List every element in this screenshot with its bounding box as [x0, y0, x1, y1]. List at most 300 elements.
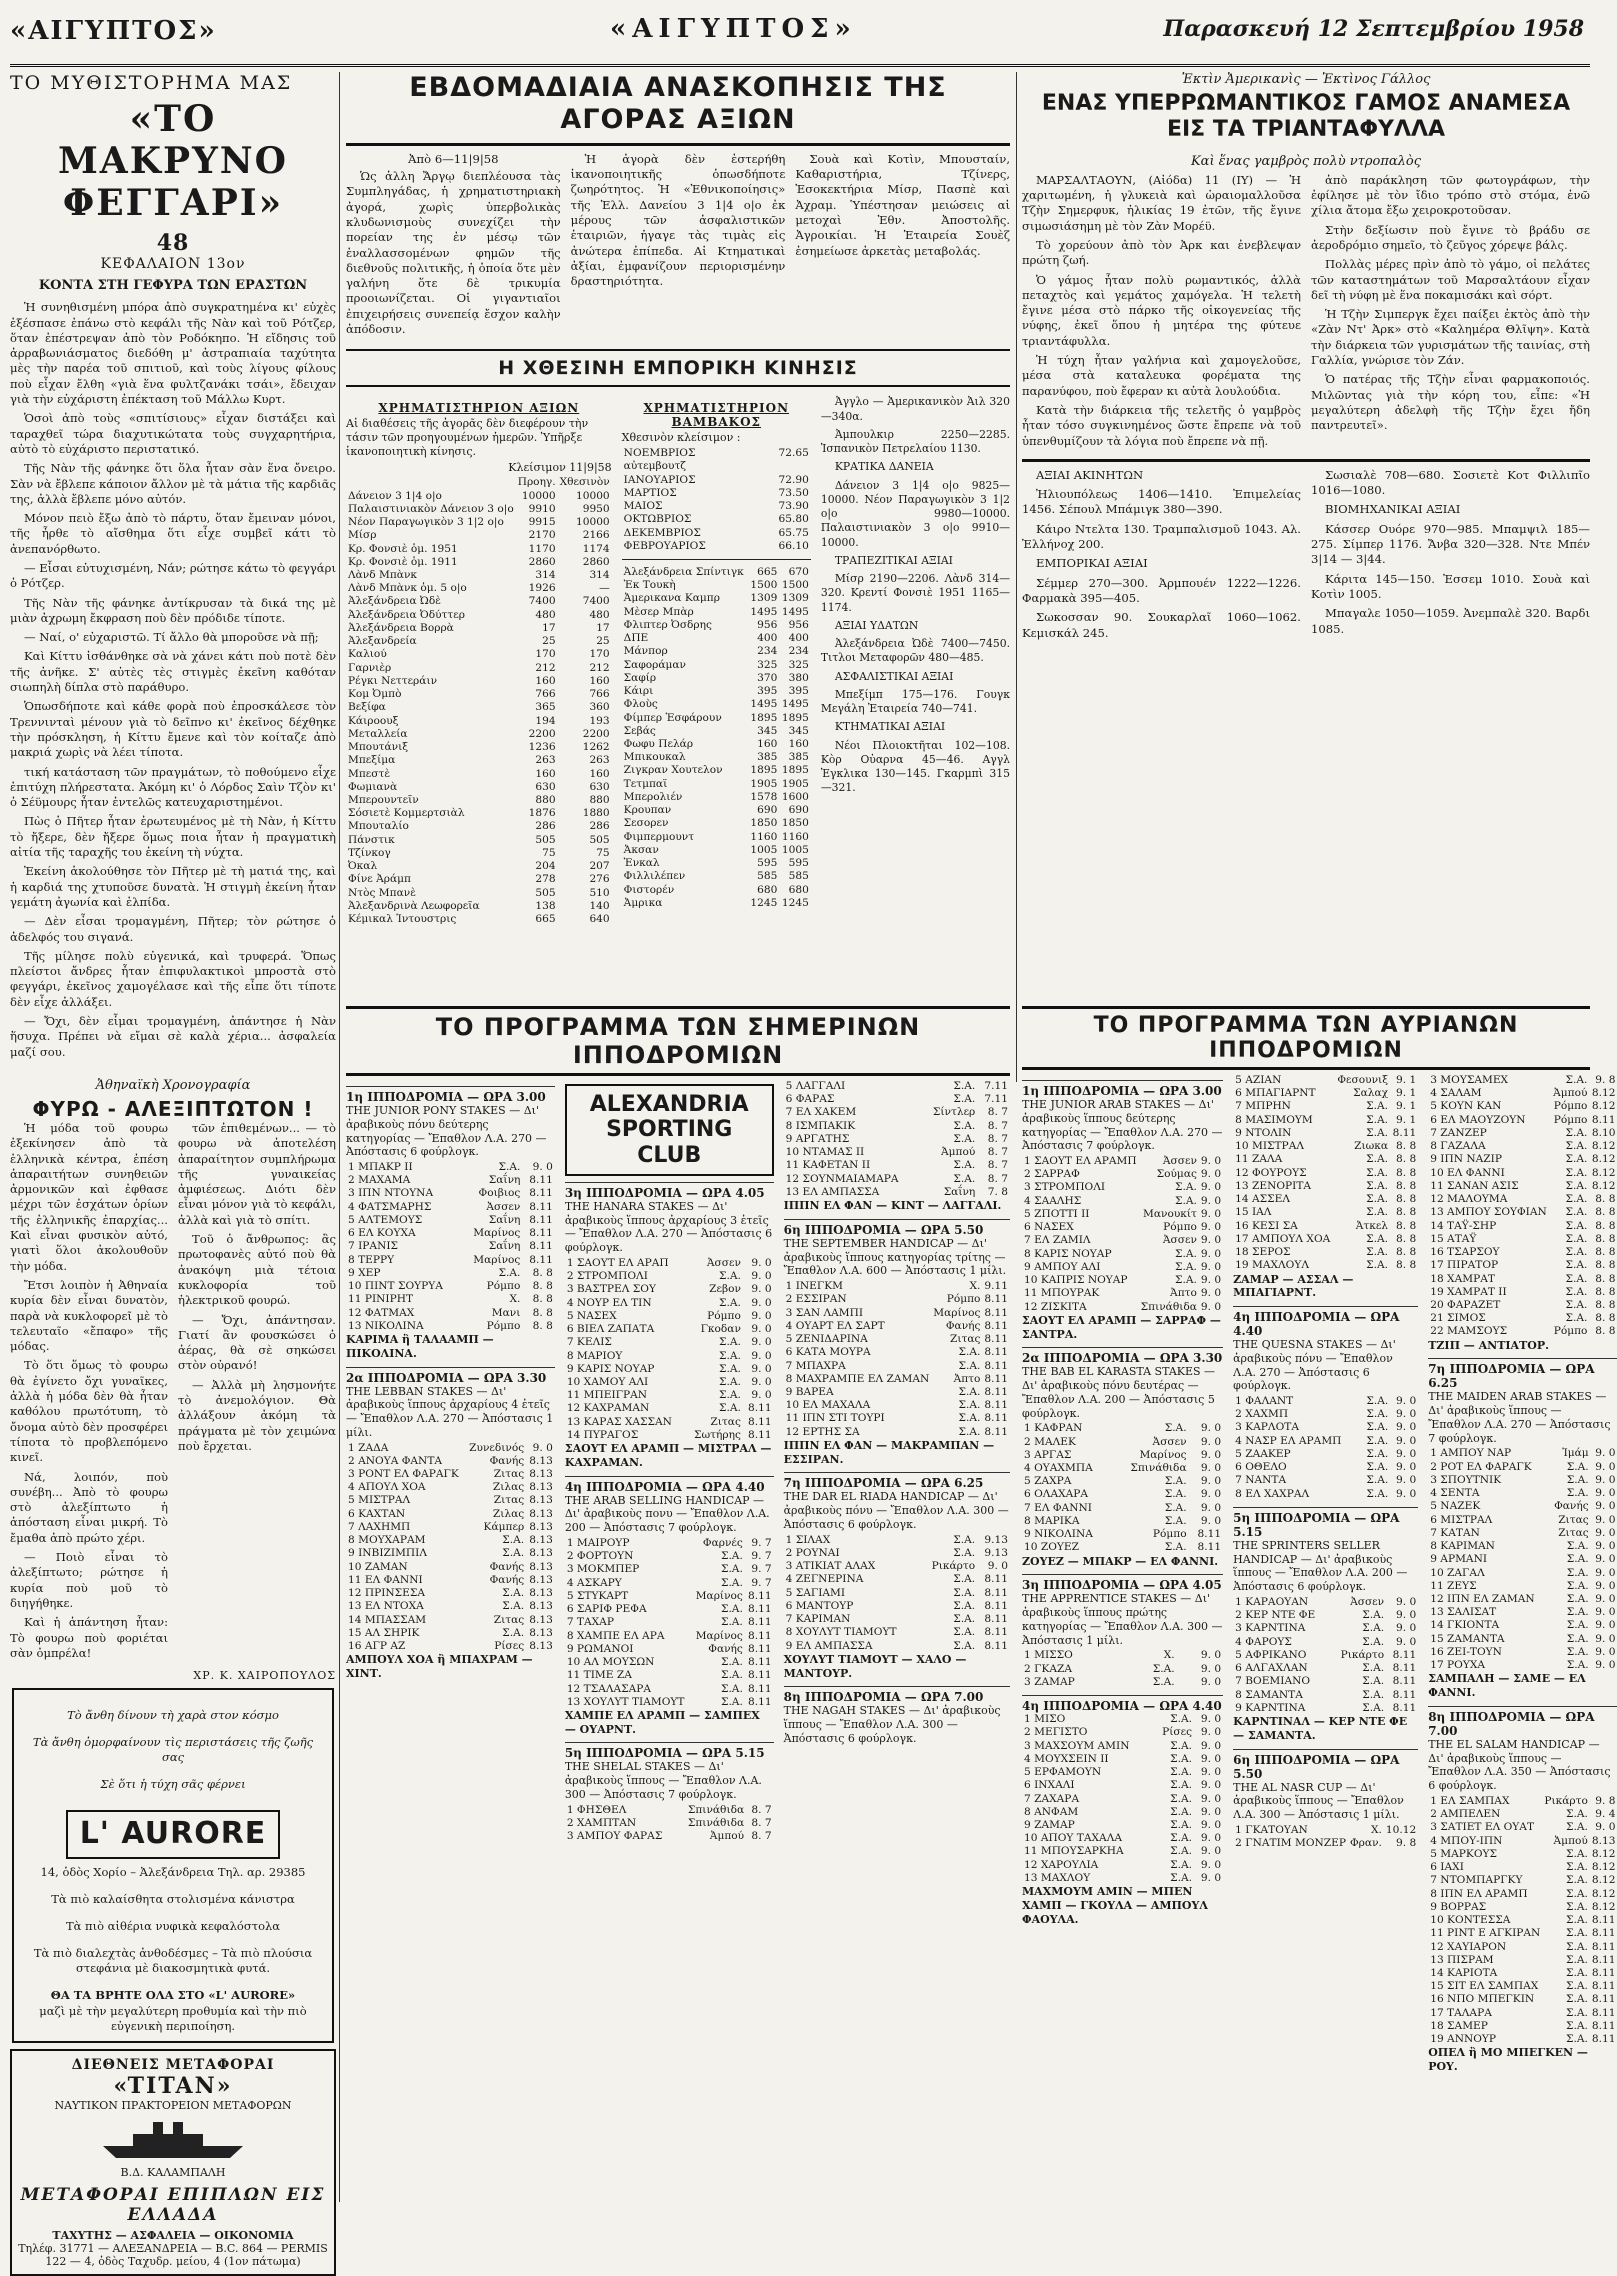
today-races-col-3 [784, 1080, 1010, 1843]
horse-cell: 11 ΣΑΝΑΝ ΑΣΙΣ [1430, 1179, 1519, 1192]
horse-cell: Σ.Α. [719, 1349, 741, 1362]
race-heading: 4η ΙΠΠΟΔΡΟΜΙΑ — ΩΡΑ 4.40 [1022, 1695, 1223, 1713]
horse-row [1233, 1246, 1418, 1259]
race-prediction: ΟΠΕΛ ἢ ΜΟ ΜΠΕΓΚΕΝ — ΡΟΥ. [1428, 2046, 1588, 2074]
race-entry [1233, 1306, 1418, 1501]
horse-row [1428, 1848, 1617, 1861]
horse-cell: 15 ΣΙΤ ΕΛ ΣΑΜΠΑΧ [1430, 1980, 1539, 1993]
aurore-line: Τὰ ἄνθη ὀμορφαίνουν τὶς περιστάσεις τῆς ζωῆς σας [32, 1734, 314, 1765]
horse-cell: 3 ΑΡΓΑΣ [1024, 1448, 1072, 1461]
table-row [346, 781, 612, 794]
horse-cell: 8 ΧΟΥΛΥΤ ΤΙΑΜΟΥΤ [785, 1626, 897, 1639]
horse-cell: Σ.Α. [1565, 1166, 1588, 1179]
horse-cell: 3 ΑΜΠΟΥ ΦΑΡΑΣ [566, 1830, 663, 1843]
table-cell: 25 [596, 635, 610, 648]
horse-row [784, 1320, 1010, 1333]
horse-cell: 9. 0 [1200, 1300, 1222, 1313]
horse-cell: 19 ΜΑΧΛΟΥΛ [1235, 1259, 1309, 1272]
horse-cell: 8.11 [1591, 1113, 1616, 1126]
novel-kicker: ΤΟ ΜΥΘΙΣΤΟΡΗΜΑ ΜΑΣ [10, 72, 293, 94]
table-cell: 17 [596, 621, 610, 634]
horse-row [784, 1426, 1010, 1439]
horse-cell: 7 ΙΡΑΝΙΣ [348, 1240, 399, 1253]
horse-cell: 5 ΖΕΝΙΔΑΡΙΝΑ [785, 1333, 868, 1346]
horse-cell: 8.11 [984, 1626, 1009, 1639]
horse-cell: 3 ΖΑΜΑΡ [1024, 1675, 1075, 1688]
novel-subtitle: ΚΟΝΤΑ ΣΤΗ ΓΕΦΥΡΑ ΤΩΝ ΕΡΑΣΤΩΝ [38, 278, 308, 293]
horse-cell: 8.11 [984, 1639, 1009, 1652]
horse-row [784, 1106, 1010, 1119]
horse-cell: 8 ΚΑΡΙΜΑΝ [1430, 1540, 1495, 1553]
race-table [565, 1804, 774, 1844]
horse-cell: Ρικάρτο [931, 1560, 976, 1573]
table-cell: 680 [757, 883, 778, 896]
market-period: Ἀπὸ 6—11|9|58 [408, 151, 499, 166]
horse-row [565, 1363, 774, 1376]
horse-cell: Σωτήρης [694, 1428, 741, 1441]
novel-paragraph: Πὼς ὁ Πῆτερ ἦταν ἐρωτευμένος μὲ τὴ Νὰν, ἡ Κίττυ τὸ ἤξερε, δὲν ἤξερε ὅμως ποια ἦταν ἡ πραγματικὴ αἰτία τῆς ταραχῆς του ἐκείνη τὴ νύχτα. [10, 814, 336, 860]
race-table [1022, 1713, 1223, 1885]
horse-cell: 5 ΜΑΡΚΟΥΣ [1430, 1847, 1498, 1860]
race-description: THE AL NASR CUP — Δι' ἀραβικοὺς ἵππους — Ἔπαθλον Λ.Α. 300 — Ἀπόστασις 1 μίλι. [1233, 1780, 1404, 1821]
horse-row [1022, 1287, 1223, 1300]
table-cell: 1005 [750, 843, 778, 856]
horse-cell: 9. 0 [1595, 1513, 1616, 1526]
horse-row [346, 1614, 555, 1627]
race-description: THE ARAB SELLING HANDICAP — Δι' ἀραβικοὺς πονυ — Ἔπαθλον Λ.Α. 200 — Ἀπόστασις 7 φούρλογκ. [564, 1493, 770, 1535]
horse-row [1428, 1927, 1617, 1940]
horse-cell: 9. 0 [1595, 1566, 1616, 1579]
horse-cell: Σ.Α. [953, 1172, 976, 1185]
table-row [622, 619, 811, 632]
horse-cell: 9. 0 [987, 1560, 1009, 1573]
horse-cell: 11 ΜΠΟΥΣΑΡΚΗΑ [1024, 1845, 1124, 1858]
horse-cell: 10 ΚΑΠΡΙΣ ΝΟΥΑΡ [1024, 1274, 1128, 1287]
stock-listing: Ἀμπουλκιρ 2250—2285. Ἱσπανικὸν Πετρελαίου 1130. [820, 427, 1011, 456]
horse-row [1022, 1832, 1223, 1845]
horse-cell: Σ.Α. [1366, 1153, 1389, 1166]
race-description: THE EL SALAM HANDICAP — Δι' ἀραβικοὺς ἵππους — Ἔπαθλον Λ.Α. 350 — Ἀπόστασις 6 φούρλογκ. [1428, 1737, 1611, 1793]
horse-cell: 8.12 [1591, 1900, 1616, 1913]
horse-cell: Σ.Α. [720, 1603, 743, 1616]
horse-cell: 9. 0 [1395, 1447, 1417, 1460]
horse-cell: 9. 0 [1595, 1659, 1616, 1672]
table-row [622, 513, 811, 526]
horse-row [1022, 1195, 1223, 1208]
table-row [622, 712, 811, 725]
horse-cell: Σαΐνη [943, 1185, 976, 1198]
table-cell: Κρουπαν [623, 804, 672, 817]
race-prediction: ΙΠΠΝ ΕΛ ΦΑΝ — ΚΙΝΤ — ΛΑΓΓΑΛΙ. [783, 1199, 1002, 1213]
horse-row [1233, 1127, 1418, 1140]
today-races-col-2 [565, 1080, 774, 1843]
horse-row [1233, 1649, 1418, 1662]
horse-row [1428, 1299, 1617, 1312]
aurore-line: Σὲ ὅτι ἡ τύχη σᾶς φέρνει [100, 1777, 246, 1792]
horse-cell: 8. 8 [532, 1293, 553, 1306]
horse-cell: 9. 0 [1595, 1460, 1616, 1473]
horse-cell: 9. 0 [1200, 1274, 1222, 1287]
novel-paragraph: Ἐκείνη ἀκολούθησε τὸν Πῆτερ μὲ τὴ ματιά της, καὶ ἡ καρδιά της χτυποῦσε δυνατὰ. Ἡ στιγμὴ ἐκείνη ἦταν γεμάτη ἀγωνία καὶ ἐλπίδα. [10, 864, 336, 909]
horse-cell: Σ.Α. [719, 1376, 741, 1388]
titan-sub: ΝΑΥΤΙΚΟΝ ΠΡΑΚΤΟΡΕΙΟΝ ΜΕΤΑΦΟΡΩΝ [54, 2098, 292, 2112]
horse-cell: 8. 8 [532, 1306, 553, 1319]
horse-cell: Σ.Α. [1565, 2019, 1588, 2032]
horse-cell: 6 ΟΛΑΧΑΡΑ [1024, 1488, 1089, 1501]
table-cell: 138 [535, 899, 556, 912]
horse-cell: 8.11 [529, 1253, 553, 1266]
horse-cell: 3 ΑΤΙΚΙΑΤ ΑΛΑΧ [785, 1560, 876, 1573]
race-entry [1233, 1507, 1418, 1743]
horse-cell: 2 ΑΝΟΥΑ ΦΑΝΤΑ [348, 1454, 443, 1467]
horse-row [565, 1297, 774, 1310]
horse-cell: 8. 8 [1395, 1259, 1417, 1272]
table-cell: 1905 [781, 777, 809, 790]
novel-paragraph: Ὁπωσδήποτε καὶ κάθε φορὰ ποὺ ἐπροσκάλεσε τὸν Τρεννινταὶ μένουν γιὰ τὸ δεῖπνο κι' ἐκεῖνος δέχθηκε τὴν πρόσκληση, ἡ Κίττυ ἔμενε καὶ τὸν κοίταζε ἀπὸ μακριά χωρὶς νὰ λέει τίποτα. [10, 699, 336, 760]
horse-cell: Ἀσσεν [706, 1256, 741, 1269]
horse-row [1233, 1259, 1418, 1272]
aurore-line: Τὸ ἄνθη δίνουν τὴ χαρὰ στον κόσμο [67, 1707, 279, 1722]
table-row [622, 500, 811, 513]
horse-row [1022, 1726, 1223, 1739]
horse-cell: Σ.Α. [1565, 1980, 1588, 1993]
table-cell: 314 [535, 568, 556, 581]
horse-cell: 11 ΜΠΕΙΓΡΑΝ [566, 1389, 648, 1402]
table-cell: Ντὸς Μπανὲ [348, 886, 416, 899]
race-entry [346, 1086, 555, 1361]
wedding-col-2 [1311, 173, 1590, 453]
horse-cell: 8.11 [984, 1399, 1009, 1412]
table-cell: 2860 [582, 555, 610, 568]
table-cell: 1005 [781, 843, 809, 856]
race-heading: 6η ΙΠΠΟΔΡΟΜΙΑ — ΩΡΑ 5.50 [784, 1219, 1010, 1237]
horse-row [1233, 1435, 1418, 1448]
horse-cell: 1 ΖΑΔΑ [348, 1441, 389, 1454]
horse-row [1022, 1676, 1223, 1689]
horse-row [565, 1563, 774, 1576]
horse-row [1428, 1835, 1617, 1848]
horse-cell: Ρικάρτο [1544, 1794, 1588, 1807]
horse-cell: 5 ΑΛΤΕΜΟΥΣ [348, 1213, 423, 1226]
race-prediction: ΙΠΠΝ ΕΛ ΦΑΝ — ΜΑΚΡΑΜΠΑΝ — ΕΣΣΙΡΑΝ. [783, 1438, 995, 1466]
race-entry [565, 1182, 774, 1470]
wedding-paragraph: Στὴν δεξίωσιν ποὺ ἔγινε τὸ βράδυ σε ἀεροδρόμιο σημεῖο, τὸ ζεῦγος χόρεψε βάλς. [1311, 222, 1590, 252]
horse-row [1022, 1475, 1223, 1488]
horse-cell: Σ.Α. [498, 1161, 521, 1173]
horse-row [565, 1416, 774, 1429]
horse-cell: Σ.Α. [502, 1626, 525, 1639]
horse-cell: Σ.Α. [719, 1402, 741, 1415]
horse-cell: 9. 0 [1200, 1726, 1222, 1739]
horse-cell: 3 ΜΟΚΜΠΕΡ [566, 1563, 640, 1576]
horse-cell: 9. 0 [1200, 1514, 1222, 1527]
horse-cell: 1 ΙΝΕΓΚΜ [785, 1280, 844, 1293]
horse-cell: 8. 8 [1395, 1179, 1417, 1192]
cotton-exchange-title: ΧΡΗΜΑΤΙΣΤΗΡΙΟΝ ΒΑΜΒΑΚΟΣ [643, 401, 790, 430]
horse-row [565, 1323, 774, 1336]
horse-cell: 2 ΓΝΑΤΙΜ ΜΟΝΖΕΡ [1235, 1836, 1346, 1849]
table-cell: 1174 [582, 542, 610, 555]
table-cell: 10000 [575, 489, 610, 502]
horse-cell: 10 ΖΑΓΑΛ [1430, 1566, 1485, 1579]
table-cell: 665 [535, 913, 556, 926]
horse-cell: 12 ΤΣΑΛΑΣΑΡΑ [566, 1682, 652, 1695]
today-races [346, 1006, 1010, 1843]
horse-cell: 9. 0 [1595, 1526, 1616, 1539]
horse-cell: 9.11 [984, 1280, 1009, 1293]
table-cell: 140 [589, 899, 610, 912]
horse-cell: 9. 0 [1395, 1461, 1417, 1474]
horse-cell: 9. 1 [1395, 1113, 1417, 1126]
horse-cell: 9. 0 [1200, 1805, 1222, 1818]
aurore-cta: ΘΑ ΤΑ ΒΡΗΤΕ ΟΛΑ ΣΤΟ «L' AURORE» [50, 1988, 296, 2003]
horse-cell: Ἀμπού [940, 1146, 976, 1159]
horse-cell: 22 ΜΑΜΣΟΥΣ [1430, 1325, 1508, 1338]
horse-cell: 7 ΚΑΡΙΜΑΝ [785, 1613, 851, 1626]
horse-cell: 6 ΝΑΣΕΧ [1024, 1221, 1074, 1234]
table-cell: 1880 [582, 807, 610, 820]
horse-cell: 5 ΑΖΙΑΝ [1235, 1074, 1282, 1086]
table-cell: 234 [788, 645, 809, 658]
horse-cell: Σ.Α. [1565, 1940, 1588, 1953]
table-cell: 193 [589, 714, 610, 727]
horse-cell: 8.12 [1591, 1861, 1616, 1874]
horse-row [1233, 1636, 1418, 1649]
horse-cell: 9 ΕΛ ΑΜΠΑΣΣΑ [785, 1639, 873, 1652]
race-prediction: ΧΟΥΛΥΤ ΤΙΑΜΟΥΤ — ΧΑΛΟ — ΜΑΝΤΟΥΡ. [783, 1652, 967, 1680]
horse-cell: 8.11 [748, 1629, 772, 1642]
horse-cell: 6 ΜΙΣΤΡΑΛ [1430, 1513, 1493, 1526]
horse-row [1233, 1675, 1418, 1688]
horse-cell: Ρικάρτο [1340, 1648, 1385, 1661]
horse-cell: Χ. [969, 1280, 981, 1293]
table-cell: 7400 [582, 595, 610, 608]
horse-row [1022, 1155, 1223, 1168]
horse-cell: Σ.Α. [1170, 1805, 1193, 1818]
table-row [346, 569, 612, 582]
horse-row [784, 1293, 1010, 1306]
horse-cell: Σ.Α. [1566, 1553, 1589, 1566]
stocks-values-c [1311, 468, 1590, 645]
horse-row [1428, 1967, 1617, 1980]
table-cell: 766 [535, 688, 556, 701]
horse-row [1428, 1127, 1617, 1140]
cotton-exchange-subtitle: Χθεσινὸν κλείσιμον : [621, 431, 741, 445]
horse-cell: 17 ΡΟΥΧΑ [1430, 1659, 1486, 1672]
table-cell: 1500 [781, 579, 809, 592]
horse-cell: Σ.Α. [720, 1550, 743, 1563]
horse-cell: Σ.Α. [1366, 1193, 1389, 1206]
horse-cell: 14 ΓΚΙΟΝΤΑ [1430, 1619, 1500, 1632]
race-prediction: ΣΑΜΠΑΛΗ — ΣΑΜΕ — ΕΛ ΦΑΝΝΙ. [1428, 1672, 1586, 1700]
table-row [622, 884, 811, 897]
race-prediction: ΜΑΧΜΟΥΜ ΑΜΙΝ — ΜΠΕΝ ΧΑΜΠ — ΓΚΟΥΛΑ — ΑΜΠΟΥΛ ΦΑΟΥΛΑ. [1022, 1885, 1208, 1926]
horse-row [1022, 1649, 1223, 1662]
race-heading: 4η ΙΠΠΟΔΡΟΜΙΑ — ΩΡΑ 4.40 [565, 1476, 774, 1494]
horse-cell: Φανής [489, 1454, 525, 1467]
table-row [622, 817, 811, 830]
race-heading: 7η ΙΠΠΟΔΡΟΜΙΑ — ΩΡΑ 6.25 [1428, 1358, 1617, 1390]
table-cell: Δάνειον 3 1|4 ο|ο [348, 489, 442, 502]
horse-cell: 7 ΖΑΧΑΡΑ [1024, 1792, 1080, 1805]
horse-row [1022, 1859, 1223, 1872]
stock-exchange-intro: Αἱ διαθέσεις τῆς ἀγορᾶς δὲν διεφέρουν τὴν τάσιν τῶν προηγουμένων ἡμερῶν. Ὑπῆρξε ἱκανοποιητικὴ κίνησις. [346, 417, 589, 458]
aurore-body [22, 1892, 324, 1977]
horse-row [784, 1133, 1010, 1146]
horse-cell: Ἀπτο [1170, 1287, 1197, 1300]
table-cell: Μπουτάνιξ [348, 741, 409, 754]
stock-table [346, 476, 612, 926]
table-row [622, 764, 811, 777]
horse-cell: 11 ΖΕΥΣ [1430, 1579, 1477, 1592]
horse-cell: 9. 0 [1595, 1821, 1616, 1834]
horse-cell: Σ.Α. [719, 1336, 741, 1349]
horse-cell: 8. 8 [1395, 1246, 1417, 1259]
horse-cell: Σ.Α. [1366, 1179, 1389, 1192]
table-cell: Μπουταλίο [348, 820, 409, 833]
horse-cell: Σ.Α. [719, 1389, 741, 1402]
horse-row [1022, 1766, 1223, 1779]
horse-cell: 1 ΜΙΣΟ [1024, 1713, 1066, 1726]
table-row [622, 831, 811, 844]
tomorrow-races-title: ΤΟ ΠΡΟΓΡΑΜΜΑ ΤΩΝ ΑΥΡΙΑΝΩΝ ΙΠΠΟΔΡΟΜΙΩΝ [1022, 1006, 1590, 1070]
race-entry [1428, 1074, 1617, 1352]
horse-cell: 5 ΣΑΓΙΑΜΙ [785, 1586, 846, 1599]
horse-cell: 9. 1 [1395, 1100, 1417, 1113]
novel-paragraph: Τῆς μίλησε πολὺ εὐγενικά, καὶ τρυφερά. Ὅπως πλείστοι ἄνδρες ἦταν ἐπιφυλακτικοὶ μπροστὰ στὸ φεγγάρι, ἐκεῖνος χαμογέλασε καὶ τῆς εἶπε ὅτι τίποτε δὲν εἶχε ἀλλάξει. [10, 948, 336, 1009]
table-cell: Βεξίφα [348, 701, 386, 714]
novel-paragraph: Καὶ Κίττυ ἰσθάνθηκε σὰ νὰ χάνει κάτι ποὺ ποτὲ δὲν τῆς ἀνῆκε. Σ' αὐτὲς τὲς στιγμὲς ἐκεῖνη καθόταν σιωπηλὴ δίπλα στὸ παράθυρο. [10, 649, 336, 695]
horse-cell: 6 ΟΘΕΛΟ [1235, 1461, 1287, 1474]
horse-cell: 8.10 [1591, 1126, 1616, 1139]
table-cell: ΔΠΕ [623, 632, 649, 645]
horse-row [565, 1656, 774, 1669]
table-row [346, 675, 612, 688]
table-cell: 400 [757, 632, 778, 645]
table-row [346, 754, 612, 767]
horse-cell: Σ.Α. [1366, 1166, 1389, 1179]
table-row [346, 529, 612, 542]
table-row [346, 648, 612, 661]
table-cell: Ζιγκραν Χουτελον [623, 764, 723, 777]
wedding-title: ΕΝΑΣ ΥΠΕΡΡΩΜΑΝΤΙΚΟΣ ΓΑΜΟΣ ΑΝΑΜΕΣΑ ΕΙΣ ΤΑ ΤΡΙΑΝΤΑΦΥΛΛΑ [1041, 91, 1571, 143]
horse-cell: 9. 0 [1200, 1448, 1222, 1461]
horse-cell: Σ.Α. [1164, 1475, 1187, 1488]
table-cell: 160 [535, 674, 556, 687]
horse-cell: 9. 0 [1200, 1845, 1222, 1858]
horse-cell: 8. 7 [751, 1830, 772, 1843]
table-cell: 207 [589, 860, 610, 873]
horse-cell: 9. 0 [1595, 1553, 1616, 1566]
wedding-paragraph: ΜΑΡΣΑΛΤΑΟΥΝ, (Αἰόδα) 11 (ΙΥ) — Ἡ χαριτωμένη, ἡ γλυκειὰ καὶ ὡραιομαλλοῦσα Τζὴν Σημερφυκ, ἡλικίας 19 ἐτῶν, τῆς ἔγινε σιμωσιάσημη μὲ τὸν Ζὰν Μορέϋ. [1022, 172, 1301, 233]
horse-cell: 9. 0 [1200, 1422, 1222, 1435]
horse-row [565, 1817, 774, 1830]
horse-row [565, 1643, 774, 1656]
horse-cell: 9. 0 [1200, 1649, 1222, 1662]
table-cell: 234 [757, 645, 778, 658]
race-entry [1233, 1749, 1418, 1851]
race-entry [784, 1080, 1010, 1213]
wedding-paragraph: Ὁ γάμος ἦταν πολὺ ρωμαντικός, ἀλλὰ πεταχτὸς καὶ γεμάτος χαμόγελα. Ἡ τελετὴ ἔγινε μέσα στὸ πάρκο τῆς οἰκογενείας τῆς νύφης, ἐκεῖ ὅπου ἡ μητέρα της φύτευε τριαντάφυλλα. [1022, 272, 1301, 348]
horse-cell: 6 ΜΑΝΤΟΥΡ [785, 1599, 854, 1612]
horse-cell: Σ.Α. [1170, 1792, 1193, 1805]
table-row [622, 659, 811, 672]
table-cell: 1850 [750, 817, 778, 830]
novel-paragraph: — Ὄχι, δὲν εἶμαι τρομαγμένη, ἀπάντησε ἡ Νὰν ἥσυχα. Πρέπει νὰ εἴμαι σὲ καλὰ χέρια... ἀσφαλεία μαζί σου. [10, 1014, 336, 1059]
horse-cell: 1 ΣΑΟΥΤ ΕΛ ΑΡΑΜΠ [1024, 1155, 1137, 1167]
horse-cell: 9. 0 [1395, 1421, 1417, 1434]
horse-cell: Σ.Α. [1566, 1473, 1589, 1486]
table-cell: 212 [589, 661, 610, 674]
horse-cell: 8.11 [748, 1642, 772, 1655]
table-cell: 325 [757, 658, 778, 671]
horse-cell: 10.12 [1385, 1823, 1417, 1836]
horse-cell: Ζιτας [1558, 1513, 1589, 1526]
horse-cell: Μαρίνος [1139, 1448, 1187, 1461]
horse-cell: 9. 0 [751, 1296, 772, 1309]
horse-cell: 9. 0 [1395, 1487, 1417, 1500]
table-row [622, 897, 811, 910]
horse-cell: Σ.Α. [1175, 1260, 1197, 1273]
table-row [622, 540, 811, 553]
horse-row [784, 1120, 1010, 1133]
horse-row [1233, 1114, 1418, 1127]
horse-cell: 9. 0 [1200, 1435, 1222, 1448]
horse-cell: 8.11 [748, 1656, 772, 1669]
horse-cell: 9. 0 [1200, 1234, 1222, 1247]
horse-cell: Χ. [1370, 1823, 1382, 1836]
race-table [1022, 1422, 1223, 1554]
race-description: THE JUNIOR PONY STAKES — Δι' ἀραβικοὺς πόνυ δεύτερης κατηγορίας — Ἔπαθλον Λ.Α. 270 — Ἀπόστασις 6 φούρλογκ. [346, 1104, 547, 1159]
horse-row [784, 1573, 1010, 1586]
table-cell: Σεσορεν [623, 817, 669, 830]
horse-cell: Σ.Α. [1565, 1312, 1588, 1325]
horse-cell: 9. 8 [1395, 1836, 1417, 1849]
horse-cell: Σ.Α. [1366, 1395, 1389, 1408]
table-cell: 360 [589, 701, 610, 714]
horse-cell: Σ.Α. [1152, 1662, 1175, 1675]
horse-row [1022, 1713, 1223, 1726]
table-cell: 170 [535, 648, 556, 661]
novel-chapter [10, 230, 336, 272]
horse-cell: 7 ΤΑΧΑΡ [566, 1616, 614, 1629]
market-review-text: Σουὰ καὶ Κοτὶν, Μπουσταίν, Καθαριστήρια, Τζίνερς, Ἐσοκεκτήρια Μίσρ, Πασπὲ καὶ Ἀχραμ. Ὑπέστησαν μειώσεις αἱ μετοχαὶ Ἐθν. Ἀποστολῆς. Ἀγροικίαι. Ἡ Ἑταιρεία Σουὲζ ἐσημείωσε ἀρκετὰς μεταβολάς. [795, 151, 1011, 258]
horse-cell: 9. 0 [1595, 1447, 1616, 1460]
tomorrow-races [1022, 1006, 1616, 2076]
horse-cell: 6 ΕΛ ΜΑΟΥΖΟΥΝ [1430, 1113, 1526, 1126]
horse-cell: 8.11 [529, 1187, 553, 1200]
horse-cell: 9 ΡΩΜΑΝΟΙ [566, 1642, 634, 1655]
horse-cell: 3 ΣΤΡΟΜΠΟΛΙ [1024, 1181, 1106, 1194]
horse-row [1022, 1753, 1223, 1766]
horse-row [1022, 1234, 1223, 1247]
stock-listing: Σέμμερ 270—300. Ἀρμπουέν 1222—1226. Φαρμακὰ 395—405. [1022, 575, 1301, 605]
race-table [1233, 1074, 1418, 1273]
horse-row [784, 1346, 1010, 1359]
table-row [346, 768, 612, 781]
table-header-cell: Προηγ. [517, 476, 556, 489]
table-cell: ΜΑΡΤΙΟΣ [623, 486, 677, 499]
table-row [346, 635, 612, 648]
horse-cell: 8 ΜΑΡΙΚΑ [1024, 1514, 1080, 1527]
horse-row [784, 1093, 1010, 1106]
horse-cell: 8. 8 [532, 1319, 553, 1332]
novel-chapter-label: ΚΕΦΑΛΑΙΟΝ 13ον [100, 256, 246, 272]
horse-cell: Χ. [509, 1293, 521, 1306]
horse-cell: 8.11 [1591, 2006, 1616, 2019]
horse-cell: 18 ΧΑΜΡΑΤ [1430, 1272, 1495, 1285]
horse-cell: Σ.Α. [1164, 1541, 1187, 1554]
